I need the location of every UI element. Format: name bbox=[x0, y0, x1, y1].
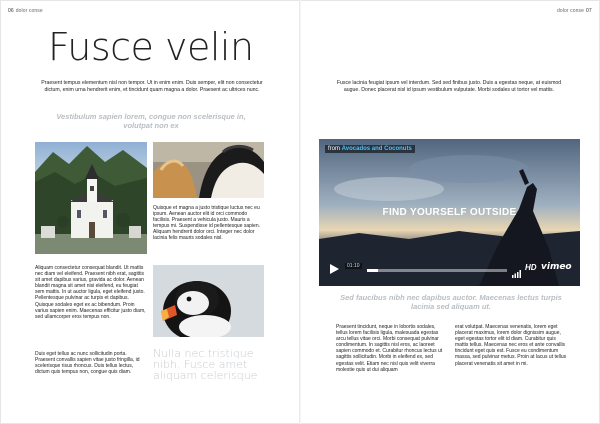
left-section-label: dolor conse bbox=[15, 8, 43, 14]
hd-toggle[interactable]: HD bbox=[525, 263, 537, 272]
right-page-number: 07 bbox=[585, 8, 592, 14]
image-quote: Nulla nec tristique nibh. Fusce amet aliquam celerisque bbox=[153, 347, 258, 382]
church-photo bbox=[35, 142, 147, 254]
video-player[interactable] bbox=[319, 139, 580, 286]
play-button[interactable] bbox=[327, 262, 341, 276]
left-col1-text-a: Aliquam consectetur consequat blandit. Ut mattis nec diam vel eleifend. Praesent nibh erat, sagittis sit amet dapibus varius, gravida ac dolor. Aenean blandit magna sit amet nisi eleifend, eu feugiat sem mattis. In ut auctor ligula, eget eleifend justo. Pellentesque pulvinar ac turpis et dapibus. Quisque sodales eget ex ac bibendum. Proin varius sapien enim. Maecenas efficitur justo diam, sed ullamcorper eros tempus non. bbox=[35, 265, 146, 320]
left-col1-text-b: Duis eget tellus ac nunc sollicitudin porta. Praesent convallis sapien vitae justo fringilla, id scelerisque risus rhoncus. Duis tellus lectus, dictum quis tempus non, congue quis diam. bbox=[35, 351, 140, 376]
left-col2-text: Quisque et magna a justo tristique luctus nec eu ipsum. Aenean auctor elit id orci commodo facilisis. Praesent a vehicula justo. Mauris a tempus mi. Suspendisse id pellentesque sapien. Aliquam hendrerit dolor orci. Integer nec dolor lacinia felis mauris sodales nisl. bbox=[153, 205, 261, 242]
horse-photo bbox=[153, 142, 264, 198]
right-intro: Fusce lacinia feugiat ipsum vel interdum. Sed sed finibus justo. Duis a egestas neque, at euismod augue. Donec placerat nisl id ipsum vestibulum vulputate. Morbi sodales ut tortor vel mattis. bbox=[336, 80, 562, 93]
video-progress-fill bbox=[367, 269, 378, 272]
video-channel-link[interactable]: Avocados and Coconuts bbox=[341, 146, 412, 152]
video-controls bbox=[319, 260, 580, 278]
video-from-label: from bbox=[328, 146, 340, 152]
right-col2-text: erat volutpat. Maecenas venenatis, lorem eget placerat maximus, lorem dolor dignissim augue, eget egestas tortor elit id diam. Curabitur quis mattis tellus. Maecenas nec eros et ante convallis tincidunt eget quis est. Fusce eu condimentum massa, sed pulvinar metus. Proin at lacus ut tellus placerat venenatis sit amet in mi. bbox=[455, 324, 567, 367]
volume-button[interactable] bbox=[512, 265, 522, 273]
right-section-label: dolor conse bbox=[557, 8, 584, 14]
left-pull-quote: Vestibulum sapien lorem, congue non scelerisque in, volutpat non ex bbox=[56, 112, 246, 130]
right-pull-quote: Sed faucibus nibh nec dapibus auctor. Maecenas lectus turpis lacinia sed aliquam ut. bbox=[340, 293, 562, 311]
video-timestamp: 01:10 bbox=[347, 263, 360, 269]
left-folio bbox=[8, 8, 45, 14]
video-progress-bar[interactable] bbox=[367, 269, 507, 272]
play-icon bbox=[327, 262, 341, 276]
left-intro: Praesent tempus elementum nisl non tempor. Ut in enim enim. Duis semper, elit non consectetur dictum, enim urna hendrerit enim, et tincidunt quam magna a dolor. Praesent ac ultrices nunc. bbox=[41, 80, 263, 93]
volume-icon bbox=[512, 270, 522, 278]
right-folio bbox=[555, 8, 592, 14]
left-page-number: 06 bbox=[8, 8, 14, 14]
vimeo-logo[interactable]: vimeo bbox=[541, 262, 572, 272]
page-title: Fusce velin bbox=[48, 25, 254, 69]
right-col1-text: Praesent tincidunt, neque in lobortis sodales, tellus lorem facilisis ligula, malesuada egestas arcu tellus vitae orci. Morbi consequat pulvinar condimentum. In sagittis nisl eros, ac laoreet sapien commodo et. Curabitur rhoncus lectus ut sagittis sollicitudin. Morbi in eleifend ex, sed egestas velit. Etiam nec nisl quis velit viverra molestie quis ut dui aliquam bbox=[336, 324, 443, 373]
page-gutter bbox=[299, 0, 301, 424]
puffin-photo bbox=[153, 265, 264, 337]
video-source[interactable] bbox=[325, 145, 415, 153]
video-headline: FIND YOURSELF OUTSIDE bbox=[382, 207, 517, 218]
